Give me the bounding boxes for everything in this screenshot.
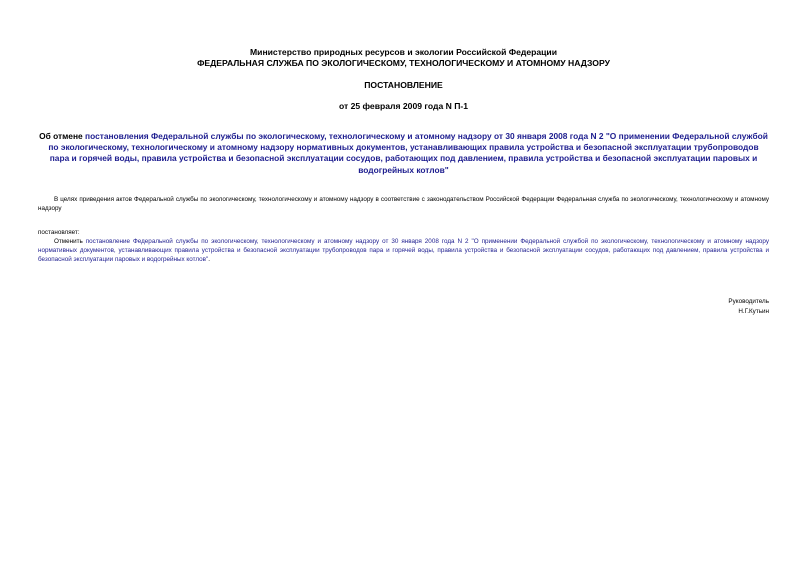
document-title — [38, 131, 769, 176]
title-link[interactable]: постановления Федеральной службы по экологическому, технологическому и атомному надзору от 30 января 2008 года N 2 "О применении Федеральной службой по экологическому, технологическому и атомному надзору нормативных документов, устанавливающих правила устройства и безопасной эксплуатации трубопроводов пара и горячей воды, правила устройства и безопасной эксплуатации сосудов, работающих под давлением, правила устройства и безопасной эксплуатации паровых и водогрейных котлов" — [48, 131, 768, 175]
action-suffix: . — [208, 256, 210, 263]
ministry-name: Министерство природных ресурсов и экологии Российской Федерации — [250, 47, 557, 57]
action-link[interactable]: постановление Федеральной службы по экологическому, технологическому и атомному надзору от 30 января 2008 года N 2 "О применении Федеральной службой по экологическому, технологическому и атомному надзору нормативных документов, устанавливающих правила устройства и безопасной эксплуатации трубопроводов пара и горячей воды, правила устройства и безопасной эксплуатации сосудов, работающих под давлением, правила устройства и безопасной эксплуатации паровых и водогрейных котлов" — [38, 238, 769, 263]
intro-paragraph: В целях приведения актов Федеральной службы по экологическому, технологическому и атомному надзору в соответствие с законодательством Российской Федерации Федеральная служба по экологическому, технологическому и атомному надзору — [38, 196, 769, 212]
signature-name: Н.Г.Кутьин — [738, 308, 769, 315]
title-prefix: Об отмене — [39, 131, 86, 141]
action-paragraph — [38, 237, 769, 264]
action-prefix: Отменить — [54, 238, 86, 245]
decides-label: постановляет: — [38, 229, 80, 236]
document-type: ПОСТАНОВЛЕНИЕ — [364, 80, 443, 90]
signature-position: Руководитель — [728, 298, 769, 305]
service-name: ФЕДЕРАЛЬНАЯ СЛУЖБА ПО ЭКОЛОГИЧЕСКОМУ, ТЕХНОЛОГИЧЕСКОМУ И АТОМНОМУ НАДЗОРУ — [197, 58, 610, 68]
document-date: от 25 февраля 2009 года N П-1 — [338, 101, 469, 111]
